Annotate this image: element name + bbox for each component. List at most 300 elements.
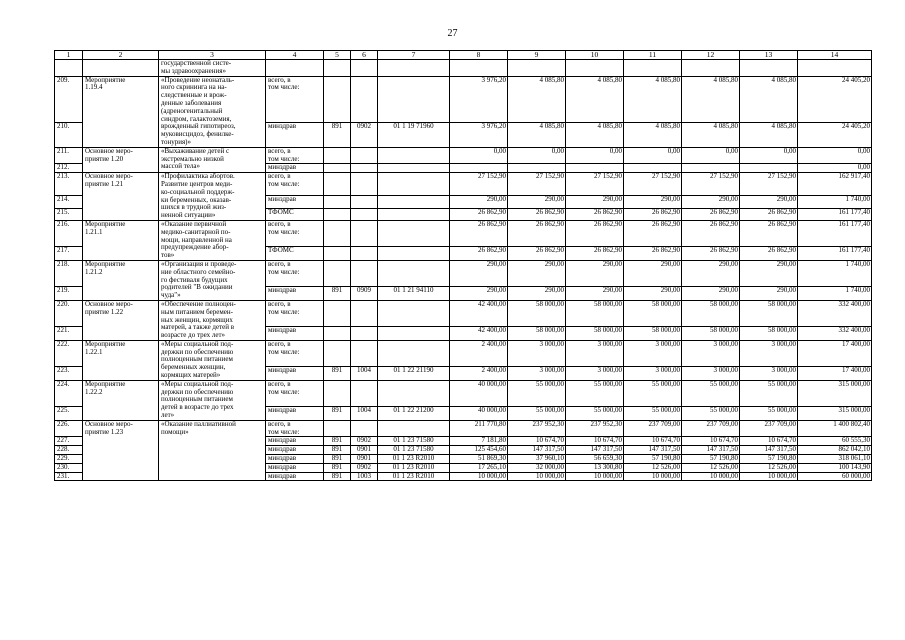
year-amount-cell: 10 674,70 bbox=[740, 437, 798, 446]
empty-cell bbox=[378, 60, 450, 77]
year-amount-cell: 37 960,10 bbox=[508, 455, 566, 464]
funding-source-cell: минздрав bbox=[266, 327, 324, 341]
ministry-code-cell bbox=[324, 340, 351, 366]
empty-cell bbox=[740, 60, 798, 77]
funding-source-cell: минздрав bbox=[266, 446, 324, 455]
empty-cell bbox=[566, 60, 624, 77]
empty-cell bbox=[508, 60, 566, 77]
year-amount-cell: 3 976,20 bbox=[450, 123, 508, 148]
ministry-code-cell bbox=[324, 247, 351, 261]
year-amount-cell bbox=[508, 164, 566, 173]
total-amount-cell: 161 177,40 bbox=[798, 247, 872, 261]
year-amount-cell: 4 085,80 bbox=[508, 76, 566, 123]
ministry-code-cell bbox=[324, 196, 351, 208]
year-amount-cell: 10 000,00 bbox=[624, 472, 682, 481]
year-amount-cell: 55 000,00 bbox=[624, 407, 682, 421]
total-amount-cell: 318 061,10 bbox=[798, 455, 872, 464]
target-article-cell bbox=[378, 164, 450, 173]
funding-source-cell: минздрав bbox=[266, 437, 324, 446]
column-header: 4 bbox=[266, 51, 324, 60]
target-article-cell bbox=[378, 327, 450, 341]
section-code-cell bbox=[351, 208, 378, 220]
header-row bbox=[55, 51, 872, 60]
column-header: 6 bbox=[351, 51, 378, 60]
year-amount-cell: 26 862,90 bbox=[566, 208, 624, 220]
year-amount-cell: 51 869,30 bbox=[450, 455, 508, 464]
event-description-cell: «Оказание первичной медико-санитарной по- мощи, направленной на предупреждение абор- тов» bbox=[159, 220, 266, 260]
ministry-code-cell bbox=[324, 164, 351, 173]
year-amount-cell: 3 000,00 bbox=[682, 340, 740, 366]
funding-source-cell: минздрав bbox=[266, 367, 324, 381]
event-description-cell: государственной систе- мы здравоохранения» bbox=[159, 60, 266, 77]
funding-source-cell: ТФОМС bbox=[266, 247, 324, 261]
ministry-code-cell bbox=[324, 220, 351, 246]
year-amount-cell: 10 674,70 bbox=[508, 437, 566, 446]
target-article-cell: 01 1 22 21190 bbox=[378, 367, 450, 381]
ministry-code-cell bbox=[324, 420, 351, 437]
year-amount-cell: 26 862,90 bbox=[624, 208, 682, 220]
year-amount-cell: 27 152,90 bbox=[740, 173, 798, 196]
table-row bbox=[55, 340, 872, 366]
year-amount-cell: 17 265,10 bbox=[450, 463, 508, 472]
year-amount-cell: 26 862,90 bbox=[508, 220, 566, 246]
funding-source-cell: минздрав bbox=[266, 472, 324, 481]
column-header: 3 bbox=[159, 51, 266, 60]
year-amount-cell: 4 085,80 bbox=[624, 76, 682, 123]
row-number-cell: 218. bbox=[55, 260, 83, 286]
total-amount-cell: 161 177,40 bbox=[798, 208, 872, 220]
year-amount-cell: 147 317,50 bbox=[624, 446, 682, 455]
total-amount-cell: 17 400,00 bbox=[798, 340, 872, 366]
year-amount-cell bbox=[566, 164, 624, 173]
year-amount-cell: 147 317,50 bbox=[740, 446, 798, 455]
total-amount-cell: 1 400 802,40 bbox=[798, 420, 872, 437]
event-title-cell: Мероприятие 1.19.4 bbox=[83, 76, 159, 147]
empty-cell bbox=[266, 60, 324, 77]
section-code-cell bbox=[351, 164, 378, 173]
year-amount-cell: 26 862,90 bbox=[624, 220, 682, 246]
year-amount-cell: 290,00 bbox=[566, 260, 624, 286]
funding-source-cell: всего, в том числе: bbox=[266, 420, 324, 437]
year-amount-cell: 290,00 bbox=[450, 196, 508, 208]
year-amount-cell: 4 085,80 bbox=[682, 76, 740, 123]
year-amount-cell: 4 085,80 bbox=[566, 76, 624, 123]
section-code-cell bbox=[351, 220, 378, 246]
year-amount-cell: 10 000,00 bbox=[566, 472, 624, 481]
year-amount-cell: 4 085,80 bbox=[566, 123, 624, 148]
event-title-cell: Мероприятие 1.21.1 bbox=[83, 220, 159, 260]
year-amount-cell: 10 000,00 bbox=[682, 472, 740, 481]
year-amount-cell: 290,00 bbox=[508, 260, 566, 286]
funding-source-cell: всего, в том числе: bbox=[266, 380, 324, 406]
year-amount-cell: 26 862,90 bbox=[450, 247, 508, 261]
ministry-code-cell bbox=[324, 327, 351, 341]
section-code-cell: 1003 bbox=[351, 472, 378, 481]
ministry-code-cell bbox=[324, 173, 351, 196]
target-article-cell bbox=[378, 420, 450, 437]
ministry-code-cell: 891 bbox=[324, 287, 351, 301]
row-number-cell: 219. bbox=[55, 287, 83, 301]
empty-cell bbox=[351, 60, 378, 77]
section-code-cell bbox=[351, 300, 378, 326]
year-amount-cell: 3 000,00 bbox=[566, 340, 624, 366]
target-article-cell: 01 1 23 71580 bbox=[378, 446, 450, 455]
year-amount-cell: 290,00 bbox=[740, 287, 798, 301]
event-title-cell: Мероприятие 1.21.2 bbox=[83, 260, 159, 300]
funding-source-cell: всего, в том числе: bbox=[266, 340, 324, 366]
year-amount-cell: 3 976,20 bbox=[450, 76, 508, 123]
year-amount-cell: 10 674,70 bbox=[682, 437, 740, 446]
section-code-cell: 0901 bbox=[351, 446, 378, 455]
row-number-cell: 217. bbox=[55, 247, 83, 261]
year-amount-cell: 58 000,00 bbox=[682, 300, 740, 326]
target-article-cell: 01 1 23 71580 bbox=[378, 437, 450, 446]
year-amount-cell: 3 000,00 bbox=[624, 340, 682, 366]
target-article-cell: 01 1 19 71960 bbox=[378, 123, 450, 148]
year-amount-cell: 237 709,00 bbox=[740, 420, 798, 437]
year-amount-cell: 55 000,00 bbox=[740, 407, 798, 421]
total-amount-cell: 332 400,00 bbox=[798, 300, 872, 326]
row-number-cell: 227. bbox=[55, 437, 83, 446]
target-article-cell: 01 1 22 21200 bbox=[378, 407, 450, 421]
ministry-code-cell: 891 bbox=[324, 367, 351, 381]
column-header: 2 bbox=[83, 51, 159, 60]
column-header: 8 bbox=[450, 51, 508, 60]
year-amount-cell: 290,00 bbox=[682, 196, 740, 208]
target-article-cell bbox=[378, 380, 450, 406]
target-article-cell bbox=[378, 208, 450, 220]
ministry-code-cell bbox=[324, 208, 351, 220]
year-amount-cell: 40 000,00 bbox=[450, 380, 508, 406]
year-amount-cell: 3 000,00 bbox=[624, 367, 682, 381]
row-number-cell bbox=[55, 60, 83, 77]
row-number-cell: 228. bbox=[55, 446, 83, 455]
total-amount-cell: 862 042,10 bbox=[798, 446, 872, 455]
year-amount-cell: 58 000,00 bbox=[740, 300, 798, 326]
event-title-cell: Мероприятие 1.22.1 bbox=[83, 340, 159, 380]
year-amount-cell: 56 659,30 bbox=[566, 455, 624, 464]
year-amount-cell: 26 862,90 bbox=[624, 247, 682, 261]
section-code-cell bbox=[351, 76, 378, 123]
year-amount-cell: 12 526,00 bbox=[740, 463, 798, 472]
year-amount-cell bbox=[740, 164, 798, 173]
funding-source-cell: минздрав bbox=[266, 463, 324, 472]
year-amount-cell: 290,00 bbox=[740, 196, 798, 208]
empty-cell bbox=[324, 60, 351, 77]
target-article-cell bbox=[378, 247, 450, 261]
event-description-cell: «Обеспечение полноцен- ным питанием беремен- ных женщин, кормящих матерей, а также детей в возрасте до трех лет» bbox=[159, 300, 266, 340]
year-amount-cell: 4 085,80 bbox=[682, 123, 740, 148]
year-amount-cell: 26 862,90 bbox=[450, 220, 508, 246]
ministry-code-cell: 891 bbox=[324, 463, 351, 472]
year-amount-cell: 237 709,00 bbox=[624, 420, 682, 437]
year-amount-cell: 2 400,00 bbox=[450, 340, 508, 366]
table-row bbox=[55, 220, 872, 246]
row-number-cell: 220. bbox=[55, 300, 83, 326]
total-amount-cell: 0,00 bbox=[798, 147, 872, 164]
column-header: 14 bbox=[798, 51, 872, 60]
year-amount-cell: 42 400,00 bbox=[450, 300, 508, 326]
year-amount-cell: 237 952,30 bbox=[508, 420, 566, 437]
year-amount-cell: 26 862,90 bbox=[682, 220, 740, 246]
column-header: 12 bbox=[682, 51, 740, 60]
year-amount-cell: 26 862,90 bbox=[740, 247, 798, 261]
year-amount-cell: 13 300,80 bbox=[566, 463, 624, 472]
event-description-cell: «Меры социальной под- держки по обеспечению полноценным питанием детей в возрасте до трех лет» bbox=[159, 380, 266, 420]
row-number-cell: 221. bbox=[55, 327, 83, 341]
event-title-cell: Основное меро- приятие 1.20 bbox=[83, 147, 159, 172]
total-amount-cell: 60 000,00 bbox=[798, 472, 872, 481]
ministry-code-cell bbox=[324, 76, 351, 123]
year-amount-cell: 58 000,00 bbox=[740, 327, 798, 341]
year-amount-cell: 26 862,90 bbox=[682, 247, 740, 261]
ministry-code-cell: 891 bbox=[324, 446, 351, 455]
section-code-cell bbox=[351, 420, 378, 437]
row-number-cell: 231. bbox=[55, 472, 83, 481]
year-amount-cell: 55 000,00 bbox=[682, 380, 740, 406]
row-number-cell: 223. bbox=[55, 367, 83, 381]
funding-source-cell: ТФОМС bbox=[266, 208, 324, 220]
year-amount-cell bbox=[450, 164, 508, 173]
year-amount-cell: 57 190,80 bbox=[624, 455, 682, 464]
year-amount-cell: 7 181,80 bbox=[450, 437, 508, 446]
year-amount-cell: 147 317,50 bbox=[566, 446, 624, 455]
total-amount-cell: 1 740,00 bbox=[798, 196, 872, 208]
ministry-code-cell bbox=[324, 380, 351, 406]
total-amount-cell: 0,00 bbox=[798, 164, 872, 173]
year-amount-cell: 58 000,00 bbox=[624, 300, 682, 326]
column-header: 9 bbox=[508, 51, 566, 60]
section-code-cell bbox=[351, 380, 378, 406]
funding-source-cell: всего, в том числе: bbox=[266, 147, 324, 164]
year-amount-cell: 42 400,00 bbox=[450, 327, 508, 341]
row-number-cell: 212. bbox=[55, 164, 83, 173]
total-amount-cell: 1 740,00 bbox=[798, 287, 872, 301]
funding-source-cell: всего, в том числе: bbox=[266, 220, 324, 246]
year-amount-cell: 3 000,00 bbox=[740, 367, 798, 381]
row-number-cell: 230. bbox=[55, 463, 83, 472]
year-amount-cell: 57 190,80 bbox=[682, 455, 740, 464]
year-amount-cell: 58 000,00 bbox=[682, 327, 740, 341]
total-amount-cell: 1 740,00 bbox=[798, 260, 872, 286]
year-amount-cell: 26 862,90 bbox=[682, 208, 740, 220]
event-description-cell: «Оказание паллиативной помощи» bbox=[159, 420, 266, 481]
total-amount-cell: 24 405,20 bbox=[798, 123, 872, 148]
row-number-cell: 216. bbox=[55, 220, 83, 246]
year-amount-cell: 58 000,00 bbox=[508, 327, 566, 341]
year-amount-cell: 290,00 bbox=[566, 287, 624, 301]
year-amount-cell: 3 000,00 bbox=[566, 367, 624, 381]
section-code-cell bbox=[351, 173, 378, 196]
year-amount-cell: 40 000,00 bbox=[450, 407, 508, 421]
year-amount-cell: 211 770,80 bbox=[450, 420, 508, 437]
year-amount-cell: 3 000,00 bbox=[682, 367, 740, 381]
section-code-cell: 0901 bbox=[351, 455, 378, 464]
ministry-code-cell: 891 bbox=[324, 455, 351, 464]
year-amount-cell: 237 952,30 bbox=[566, 420, 624, 437]
row-number-cell: 210. bbox=[55, 123, 83, 148]
table-row bbox=[55, 420, 872, 437]
year-amount-cell: 290,00 bbox=[624, 287, 682, 301]
target-article-cell: 01 1 23 R2010 bbox=[378, 463, 450, 472]
table-row bbox=[55, 147, 872, 164]
target-article-cell: 01 1 21 94110 bbox=[378, 287, 450, 301]
year-amount-cell: 10 000,00 bbox=[740, 472, 798, 481]
year-amount-cell: 290,00 bbox=[450, 260, 508, 286]
column-header: 1 bbox=[55, 51, 83, 60]
empty-cell bbox=[450, 60, 508, 77]
target-article-cell bbox=[378, 196, 450, 208]
section-code-cell: 0902 bbox=[351, 437, 378, 446]
continuation-row bbox=[55, 60, 872, 77]
year-amount-cell: 290,00 bbox=[624, 196, 682, 208]
funding-source-cell: всего, в том числе: bbox=[266, 76, 324, 123]
year-amount-cell: 55 000,00 bbox=[682, 407, 740, 421]
year-amount-cell: 55 000,00 bbox=[566, 380, 624, 406]
section-code-cell bbox=[351, 340, 378, 366]
target-article-cell bbox=[378, 220, 450, 246]
year-amount-cell: 0,00 bbox=[450, 147, 508, 164]
year-amount-cell: 10 674,70 bbox=[566, 437, 624, 446]
year-amount-cell: 26 862,90 bbox=[740, 220, 798, 246]
year-amount-cell: 4 085,80 bbox=[740, 123, 798, 148]
row-number-cell: 209. bbox=[55, 76, 83, 123]
year-amount-cell: 4 085,80 bbox=[508, 123, 566, 148]
event-title-cell: Основное меро- приятие 1.23 bbox=[83, 420, 159, 481]
total-amount-cell: 100 143,90 bbox=[798, 463, 872, 472]
year-amount-cell: 58 000,00 bbox=[508, 300, 566, 326]
section-code-cell bbox=[351, 260, 378, 286]
row-number-cell: 225. bbox=[55, 407, 83, 421]
year-amount-cell: 0,00 bbox=[682, 147, 740, 164]
ministry-code-cell bbox=[324, 300, 351, 326]
event-description-cell: «Выхаживание детей с экстремально низкой массой тела» bbox=[159, 147, 266, 172]
year-amount-cell: 290,00 bbox=[450, 287, 508, 301]
event-title-cell: Основное меро- приятие 1.21 bbox=[83, 173, 159, 221]
year-amount-cell: 27 152,90 bbox=[624, 173, 682, 196]
year-amount-cell: 27 152,90 bbox=[508, 173, 566, 196]
year-amount-cell: 10 000,00 bbox=[450, 472, 508, 481]
target-article-cell bbox=[378, 76, 450, 123]
ministry-code-cell: 891 bbox=[324, 437, 351, 446]
row-number-cell: 226. bbox=[55, 420, 83, 437]
empty-cell bbox=[682, 60, 740, 77]
section-code-cell: 0902 bbox=[351, 123, 378, 148]
event-description-cell: «Меры социальной под- держки по обеспечению полноценным питанием беременных женщин, кормящих матерей» bbox=[159, 340, 266, 380]
target-article-cell: 01 1 23 R2010 bbox=[378, 455, 450, 464]
funding-source-cell: минздрав bbox=[266, 287, 324, 301]
year-amount-cell: 0,00 bbox=[624, 147, 682, 164]
year-amount-cell: 57 190,80 bbox=[740, 455, 798, 464]
row-number-cell: 214. bbox=[55, 196, 83, 208]
table-row bbox=[55, 260, 872, 286]
year-amount-cell: 12 526,00 bbox=[624, 463, 682, 472]
row-number-cell: 213. bbox=[55, 173, 83, 196]
year-amount-cell: 147 317,50 bbox=[682, 446, 740, 455]
event-title-cell: Мероприятие 1.22.2 bbox=[83, 380, 159, 420]
year-amount-cell: 27 152,90 bbox=[682, 173, 740, 196]
empty-cell bbox=[624, 60, 682, 77]
total-amount-cell: 24 405,20 bbox=[798, 76, 872, 123]
empty-cell bbox=[798, 60, 872, 77]
year-amount-cell: 58 000,00 bbox=[566, 300, 624, 326]
funding-source-cell: всего, в том числе: bbox=[266, 260, 324, 286]
total-amount-cell: 332 400,00 bbox=[798, 327, 872, 341]
year-amount-cell: 4 085,80 bbox=[624, 123, 682, 148]
total-amount-cell: 315 000,00 bbox=[798, 380, 872, 406]
year-amount-cell: 3 000,00 bbox=[508, 340, 566, 366]
target-article-cell bbox=[378, 260, 450, 286]
year-amount-cell: 27 152,90 bbox=[566, 173, 624, 196]
target-article-cell bbox=[378, 340, 450, 366]
section-code-cell bbox=[351, 327, 378, 341]
year-amount-cell: 290,00 bbox=[566, 196, 624, 208]
year-amount-cell: 290,00 bbox=[682, 260, 740, 286]
funding-source-cell: минздрав bbox=[266, 455, 324, 464]
section-code-cell: 0902 bbox=[351, 463, 378, 472]
year-amount-cell: 55 000,00 bbox=[566, 407, 624, 421]
total-amount-cell: 315 000,00 bbox=[798, 407, 872, 421]
year-amount-cell: 55 000,00 bbox=[740, 380, 798, 406]
funding-source-cell: минздрав bbox=[266, 123, 324, 148]
year-amount-cell: 58 000,00 bbox=[566, 327, 624, 341]
row-number-cell: 215. bbox=[55, 208, 83, 220]
event-title-cell: Основное меро- приятие 1.22 bbox=[83, 300, 159, 340]
funding-source-cell: всего, в том числе: bbox=[266, 300, 324, 326]
event-title-cell bbox=[83, 60, 159, 77]
year-amount-cell: 12 526,00 bbox=[682, 463, 740, 472]
event-description-cell: «Проведение неонаталь- ного скрининга на на- следственные и врож- денные заболевания (адреногенитальный синдром, галактоземия, врожденный гипотиреоз, муковисцидоз, фенилке- тонурия)» bbox=[159, 76, 266, 147]
year-amount-cell: 125 454,60 bbox=[450, 446, 508, 455]
total-amount-cell: 60 555,30 bbox=[798, 437, 872, 446]
target-article-cell bbox=[378, 173, 450, 196]
row-number-cell: 224. bbox=[55, 380, 83, 406]
year-amount-cell: 0,00 bbox=[508, 147, 566, 164]
column-header: 7 bbox=[378, 51, 450, 60]
funding-source-cell: минздрав bbox=[266, 407, 324, 421]
table-row bbox=[55, 380, 872, 406]
section-code-cell bbox=[351, 147, 378, 164]
row-number-cell: 211. bbox=[55, 147, 83, 164]
page-number: 27 bbox=[447, 28, 458, 39]
column-header: 10 bbox=[566, 51, 624, 60]
year-amount-cell: 55 000,00 bbox=[624, 380, 682, 406]
year-amount-cell: 26 862,90 bbox=[450, 208, 508, 220]
target-article-cell: 01 1 23 R2010 bbox=[378, 472, 450, 481]
year-amount-cell: 4 085,80 bbox=[740, 76, 798, 123]
column-header: 11 bbox=[624, 51, 682, 60]
total-amount-cell: 17 400,00 bbox=[798, 367, 872, 381]
year-amount-cell: 147 317,50 bbox=[508, 446, 566, 455]
funding-source-cell: всего, в том числе: bbox=[266, 173, 324, 196]
year-amount-cell bbox=[624, 164, 682, 173]
year-amount-cell: 0,00 bbox=[740, 147, 798, 164]
year-amount-cell: 26 862,90 bbox=[566, 220, 624, 246]
year-amount-cell: 290,00 bbox=[624, 260, 682, 286]
ministry-code-cell bbox=[324, 260, 351, 286]
total-amount-cell: 161 177,40 bbox=[798, 220, 872, 246]
year-amount-cell: 290,00 bbox=[682, 287, 740, 301]
year-amount-cell: 10 000,00 bbox=[508, 472, 566, 481]
ministry-code-cell bbox=[324, 147, 351, 164]
year-amount-cell: 290,00 bbox=[740, 260, 798, 286]
year-amount-cell bbox=[682, 164, 740, 173]
year-amount-cell: 290,00 bbox=[508, 196, 566, 208]
row-number-cell: 222. bbox=[55, 340, 83, 366]
row-number-cell: 229. bbox=[55, 455, 83, 464]
section-code-cell bbox=[351, 196, 378, 208]
column-header: 5 bbox=[324, 51, 351, 60]
